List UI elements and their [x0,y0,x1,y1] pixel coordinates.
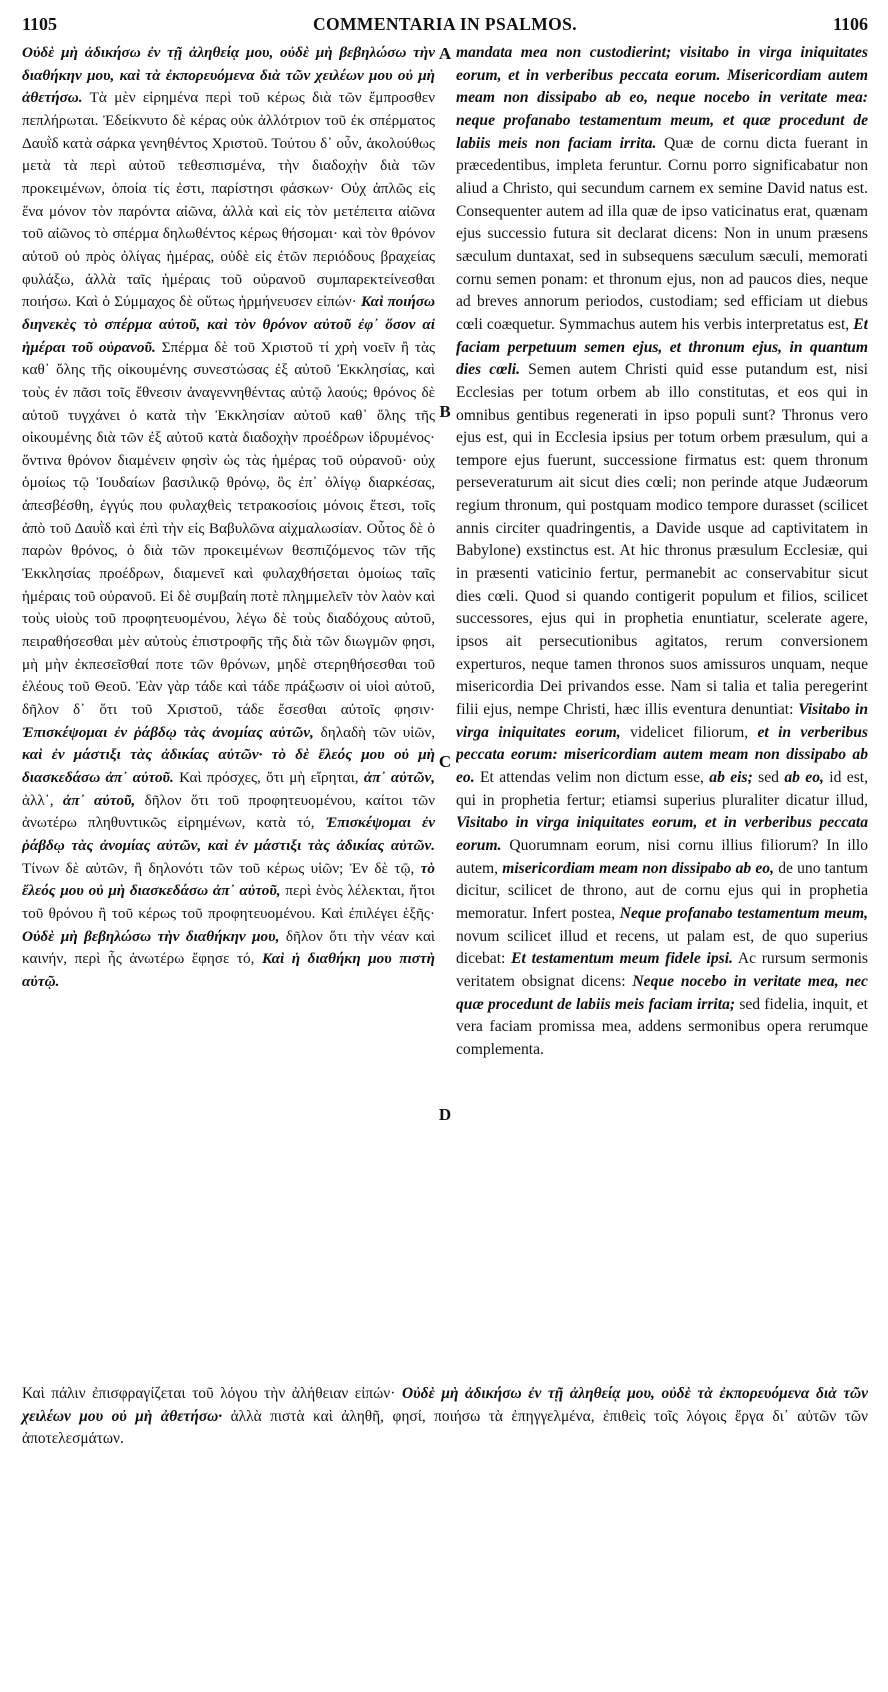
latin-quote: Visitabo in virga iniquitates eorum, [456,701,868,741]
latin-quote: Neque nocebo in veritate mea, nec quæ procedunt de labiis meis faciam irrita; [456,972,868,1013]
greek-quote: Οὐδὲ μὴ ἀδικήσω ἐν τῇ ἀληθείᾳ μου, οὐδὲ μὴ βεβηλώσω τὴν διαθήκην μου, καὶ τὰ ἐκπορευόμενα διὰ τῶν χειλέων μου οὐ μὴ ἀθετήσω. [22,44,435,107]
latin-quote: Visitabo in virga iniquitates eorum, et in verberibus peccata eorum. [456,814,868,854]
greek-prose: δηλαδὴ τῶν υἱῶν, [320,723,435,741]
latin-prose: de uno tantum dicitur, scilicet de throno, aut de cornu ejus qui in prophetia memoratur. Infert postea, [456,859,868,922]
latin-quote: misericordiam meam non dissipabo ab eo, [502,859,774,877]
page-number-right: 1106 [832,14,868,34]
latin-quote: et in verberibus peccata eorum: misericordiam autem meam non dissipabo ab eo. [456,723,868,786]
latin-prose: Et attendas velim non dictum esse, [480,769,704,786]
greek-prose: περὶ ἑνὸς λέλεκται, ἤτοι τοῦ θρόνου ἢ τοῦ κέρως τοῦ προφητευομένου. Καὶ ἐπιλέγει ἑξῆς· [22,882,435,922]
greek-prose: ἀλλὰ πιστὰ καὶ ἀληθῆ, φησί, ποιήσω τὰ ἐπηγγελμένα, ἐπιθεὶς τοῖς λόγοις ἔργα δι᾽ αὐτῶν τῶν ἀποτελεσμάτων. [22,1407,868,1448]
latin-quote: Et faciam perpetuum semen ejus, et thronum ejus, in quantum dies cœli. [456,315,868,379]
latin-prose: sed fidelia, inquit, et vera faciam promissa mea, addens sermonibus opera rerumque complementa. [456,995,868,1058]
latin-prose: sed [758,769,779,786]
greek-quote: Ἐπισκέψομαι ἐν ῥάβδῳ τὰς ἀνομίας αὐτῶν, [22,723,314,741]
margin-marker-d: D [438,1105,452,1124]
margin-marker-a: A [438,44,452,63]
greek-prose: ἀλλ᾽, [22,791,54,809]
greek-prose: Σπέρμα δὲ τοῦ Χριστοῦ τί χρὴ νοεῖν ἢ τὰς καθ᾽ ὅλης τῆς οἰκουμένης συνεστώσας ἐξ αὐτοῦ Ἐκκλησίας, καὶ τοὺς ἐν πᾶσι τοῖς ἔθνεσιν ἀναγεννηθέντας αὐτῷ λαούς; θρόνος δὲ αὐτοῦ τυγχάνει ὁ κατὰ τὴν Ἐκκλησίαν αὐτοῦ καθ᾽ ὅλης τῆς οἰκουμένης διὰ τῶν ἐξ αὐτοῦ κατὰ διαδοχὴν προέδρων ἱδρυμένος· ὅντινα θρόνον διαμένειν φησὶν ὡς τὰς ἡμέρας τοῦ οὐρανοῦ· οὐχ ὁμοίως τῷ Ἰουδαίων βασιλικῷ θρόνῳ, ὃς ἐπ᾽ ὀλίγῳ διαρκέσας, ἀπεσβέσθη, ἐγγύς που φυλαχθεὶς τετρακοσίοις μόνοις ἔτεσι, τοῖς ἀπὸ τοῦ Δαυῒδ καὶ ἐπὶ τὴν εἰς Βαβυλῶνα αἰχμαλωσίαν. Οὗτος δὲ ὁ παρὼν θρόνος, ὁ διὰ τῶν προκειμένων θεσπιζόμενος τῶν τῆς Ἐκκλησίας προέδρων, διαμενεῖ καὶ φυλαχθήσεται ὁμοίως ταῖς ἡμέραις τοῦ οὐρανοῦ. Εἰ δὲ συμβαίη ποτὲ πλημμελεῖν τὸν λαὸν καὶ τοὺς υἱοὺς τοῦ προφητευομένου, λέγω δὲ τοὺς διαδόχους αὐτοῦ, πειραθήσεσθαι μὲν αὐτοὺς ἐπιστροφῆς τῆς διὰ τῶν διωγμῶν φησι, μὴ μὴν ἐκπεσεῖσθαί ποτε τῶν θρόνων, μηδὲ στερηθήσεσθαι τοῦ ἐλέους τοῦ Θεοῦ. Ἐὰν γὰρ τάδε καὶ τάδε πράξωσιν οἱ υἱοὶ αὐτοῦ, δῆλον δ᾽ ὅτι τοῦ Χριστοῦ, τάδε ἔσεσθαι αὐτοῖς φησιν· [22,338,435,719]
page-number-left: 1105 [22,14,58,34]
greek-prose: Τὰ μὲν εἰρημένα περὶ τοῦ κέρως διὰ τῶν ἔμπροσθεν πεπλήρωται. Ἐδείκνυτο δὲ κέρας οὐκ ἀλλότριον τοῦ ἐκ σπέρματος Δαυῒδ κατὰ σάρκα γενηθέντος Χριστοῦ. Τούτου δ᾽ οὖν, ἀκολούθως μετὰ τὰ περὶ αὐτοῦ τεθεσπισμένα, τὴν διαδοχὴν διὰ τῶν προκειμένων, ὁποία τίς ἐστι, παρίστησι φάσκων· Οὐχ ἁπλῶς εἰς ἕνα μόνον τὸν παρόντα αἰῶνα, ἀλλὰ καὶ εἰς τὸν μετέπειτα αἰῶνα τοῦ αἰῶνος τὸ σπέρμα δηλωθέντος κέρως θήσομαι· καὶ τὸν θρόνον αὐτοῦ οὐ πρὸς ὀλίγας ἡμέρας, οὐδὲ εἰς ἐτῶν περιόδους βραχείας φυλάξω, ἀλλὰ ταῖς ἡμέραις τοῦ οὐρανοῦ συμπαρεκτείνεσθαι ποιήσω. Καὶ ὁ Σύμμαχος δὲ οὕτως ἡρμήνευσεν εἰπών· [22,89,435,311]
latin-prose: Quorumnam eorum, nisi cornu illius filiorum? In illo autem, [456,836,868,877]
greek-quote: Οὐδὲ μὴ ἀδικήσω ἐν τῇ ἀληθείᾳ μου, οὐδὲ τὰ ἐκπορευόμενα διὰ τῶν χειλέων μου οὐ μὴ ἀθετήσω· [22,1385,868,1425]
latin-prose: Quæ de cornu dicta fuerant in præcedentibus, impleta feruntur. Cornu porro significabatur non aliud a Christo, qui secundum carnem ex semine David natus est. Consequenter autem ad illa quæ de ipso vaticinatus erat, quænam ejus successio futura sit declarat dicens: Non in unum præsens sæculum duntaxat, sed in subsequens sæculum sæculi, memorati cornu semen ponam: et thronum ejus, non ad paucos dies, neque ad breves annorum periodos, custodiam; sed efficiam ut diebus cœli coæquetur. Symmachus autem his verbis interpretatus est, [456,134,868,333]
latin-prose: Semen autem Christi quid esse putandum est, nisi Ecclesias per totum orbem ab illo constitutas, et eos qui in omnibus gentibus regenerati in ipso populi sunt? Thronus vero ejus est, qui in Ecclesia ipsius per totum orbem præsulum, qui a tempore ejus fuerunt, successione firmatus est: quem thronum perseveraturum ait sicut dies cœli; non perinde atque Judæorum regium thronum, qui postquam modico tempore durasset (scilicet annis circiter quadringentis, a Davide usque ad captivitatem in Babylone) exstinctus est. At hic thronus præsulum Ecclesiæ, qui in præsenti vaticinio fertur, permanebit ac conservabitur sicut dies cœli. Quod si quando contigerit populum et filios, scilicet successores, ejus qui in prophetia enuntiatur, scelerate agere, ipsos ait persecutionibus agitatos, rerum conversionem experturos, neque tamen thronos suos amissuros unquam, neque misericordia Dei privandos esse. Nam si talia et talia peregerint filii ejus, nempe Christi, hæc illis eventura denuntiat: [456,361,868,719]
greek-quote: Ἐπισκέψομαι ἐν ῥάβδῳ τὰς ἀνομίας αὐτῶν, καὶ ἐν μάστιξι τὰς ἀδικίας αὐτῶν. [22,814,435,854]
greek-prose: δῆλον ὅτι τὴν νέαν καὶ καινήν, περὶ ἧς ἀνωτέρω ἔφησε τό, [22,927,435,968]
latin-quote: Neque profanabo testamentum meum, [619,904,868,922]
latin-quote: ab eo, [784,769,824,786]
latin-quote: Et testamentum meum fidele ipsi. [511,950,733,968]
greek-quote: καὶ ἐν μάστιξι τὰς ἀδικίας αὐτῶν· τὸ δὲ ἔλεός μου οὐ μὴ διασκεδάσω ἀπ᾽ αὐτοῦ. [22,746,435,786]
greek-ending-text [22,1383,868,1451]
greek-prose: Καὶ πρόσχες, ὅτι μὴ εἴρηται, [179,769,359,786]
greek-prose: δῆλον ὅτι τοῦ προφητευομένου, καίτοι τῶν ἀνωτέρω πληθυντικῶς εἰρημένων, κατὰ τό, [22,791,435,832]
latin-prose: id est, qui in prophetia fertur; etiamsi superius pluraliter dicatur illud, [456,769,868,809]
greek-text [22,42,435,994]
greek-full-width-ending [22,1383,868,1451]
running-header [22,14,868,44]
greek-quote: Οὐδὲ μὴ βεβηλώσω τὴν διαθήκην μου, [22,927,280,945]
greek-quote: Καὶ ἡ διαθήκη μου πιστὴ αὐτῷ. [22,950,435,990]
margin-marker-c: C [438,752,452,771]
greek-prose: Καὶ πάλιν ἐπισφραγίζεται τοῦ λόγου τὴν ἀλήθειαν εἰπών· [22,1385,396,1402]
latin-prose: Ac rursum sermonis veritatem obsignat dicens: [456,950,868,990]
latin-quote: ab eis; [709,769,753,786]
latin-quote: mandata mea non custodierint; visitabo in virga iniquitates eorum, et in verberibus peccata eorum. Misericordiam autem meam non dissipabo ab eo, neque nocebo in veritate mea: neque profanabo testamentum meum, et quæ procedunt de labiis meis non faciam irrita. [456,44,868,152]
latin-text [456,42,868,1062]
greek-prose: Τίνων δὲ αὐτῶν, ἢ δηλονότι τῶν τοῦ κέρως υἱῶν; Ἐν δὲ τῷ, [22,859,415,877]
greek-quote: τὸ ἔλεός μου οὐ μὴ διασκεδάσω ἀπ᾽ αὐτοῦ, [22,859,435,900]
greek-quote: Καὶ ποιήσω διηνεκὲς τὸ σπέρμα αὐτοῦ, καὶ τὸν θρόνον αὐτοῦ ἐφ᾽ ὅσον αἱ ἡμέραι τοῦ οὐρανοῦ. [22,293,435,356]
running-title: COMMENTARIA IN PSALMOS. [312,14,578,34]
latin-prose: novum scilicet illud et recens, ut palam est, de quo superius dicebat: [456,927,868,968]
latin-prose: videlicet filiorum, [630,723,749,741]
margin-marker-b: B [439,402,451,421]
greek-quote: ἀπ᾽ αὐτοῦ, [62,791,136,809]
greek-quote: ἀπ᾽ αὐτῶν, [363,769,435,786]
